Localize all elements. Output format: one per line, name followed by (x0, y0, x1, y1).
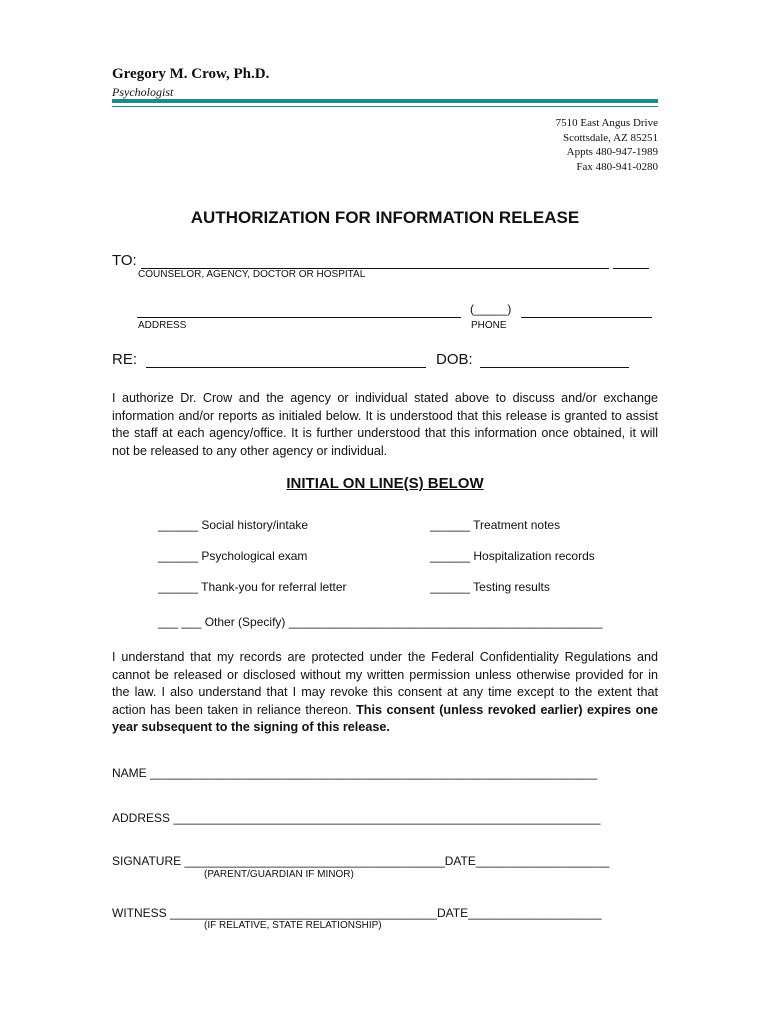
authorization-paragraph: I authorize Dr. Crow and the agency or individual stated above to discuss and/or exchange information and/or reports as initialed below. It is understood that this release is granted to assist the staff at each agency/office. It is further understood that this information once obtained, it will not be released to any other agency or individual. (112, 391, 658, 458)
address-field[interactable] (137, 317, 461, 318)
initial-heading: INITIAL ON LINE(S) BELOW (286, 475, 484, 492)
signature-line[interactable]: SIGNATURE _______________________________________DATE____________________ (112, 854, 610, 868)
phone-field[interactable] (521, 317, 652, 318)
initial-item-hospitalization[interactable]: ______ Hospitalization records (430, 549, 595, 563)
dob-field[interactable] (480, 367, 629, 368)
name-line[interactable]: NAME ___________________________________________________________________ (112, 766, 598, 780)
signature-caption: (PARENT/GUARDIAN IF MINOR) (204, 869, 354, 880)
initial-item-thank-you-letter[interactable]: ______ Thank-you for referral letter (158, 580, 347, 594)
letterhead-name: Gregory M. Crow, Ph.D. (112, 66, 270, 82)
re-label: RE: (112, 351, 138, 368)
address-fax: Fax 480-941-0280 (576, 160, 658, 173)
address-appts: Appts 480-947-1989 (566, 146, 658, 158)
letterhead-title: Psychologist (112, 85, 174, 99)
initial-item-testing-results[interactable]: ______ Testing results (430, 580, 550, 594)
address-city: Scottsdale, AZ 85251 (562, 131, 658, 144)
expiration-text: This consent (unless revoked earlier) expires one year subsequent to the signing of this release. (112, 702, 658, 734)
witness-line[interactable]: WITNESS ________________________________________DATE____________________ (112, 906, 602, 920)
form-heading: AUTHORIZATION FOR INFORMATION RELEASE (190, 208, 580, 227)
initial-item-treatment-notes[interactable]: ______ Treatment notes (430, 518, 561, 532)
address-caption: ADDRESS (138, 320, 187, 331)
address-street: 7510 East Angus Drive (555, 117, 658, 129)
to-field-extension[interactable] (613, 268, 649, 269)
confidentiality-paragraph (112, 649, 658, 737)
letterhead-address (556, 116, 658, 174)
to-caption: COUNSELOR, AGENCY, DOCTOR OR HOSPITAL (138, 269, 366, 280)
initial-item-social-history[interactable]: ______ Social history/intake (158, 518, 309, 532)
re-field[interactable] (146, 367, 426, 368)
witness-caption: (IF RELATIVE, STATE RELATIONSHIP) (204, 920, 382, 931)
initial-item-psych-exam[interactable]: ______ Psychological exam (158, 549, 308, 563)
letterhead-rule-thin (112, 106, 658, 107)
address-line[interactable]: ADDRESS ________________________________________________________________ (112, 811, 601, 825)
initial-item-other[interactable]: ___ ___ Other (Specify) _______________________________________________ (158, 615, 603, 629)
phone-area-code[interactable]: (_____) (470, 302, 512, 316)
phone-caption: PHONE (471, 320, 507, 331)
confidentiality-text: I understand that my records are protected under the Federal Confidentiality Regulations and cannot be released or disclosed without my written permission unless otherwise provided for in the law. I also understand that I may revoke this consent at any time except to the extent that action has been taken in reliance thereon. (112, 650, 658, 717)
to-label: TO: (112, 252, 137, 269)
letterhead-rule-thick (112, 99, 658, 103)
dob-label: DOB: (436, 351, 473, 368)
